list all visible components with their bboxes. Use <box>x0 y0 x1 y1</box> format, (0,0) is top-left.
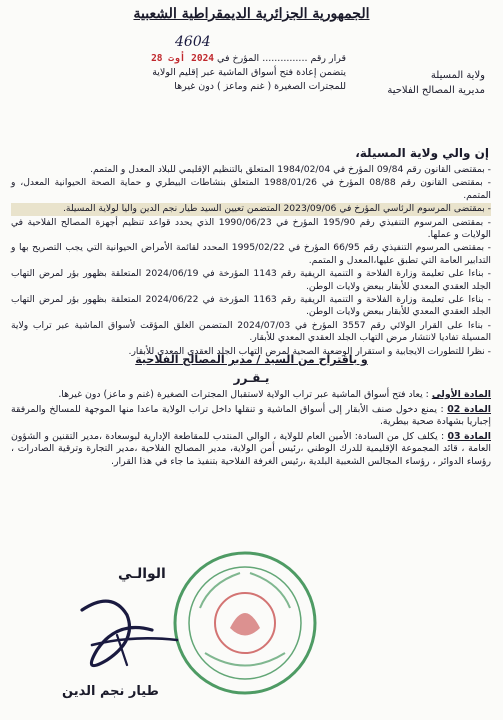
issuer-wilaya: ولاية المسيلة <box>430 70 485 81</box>
issuer-directorate: مديرية المصالح الفلاحية <box>387 85 485 96</box>
article-label: المادة 02 <box>447 403 491 415</box>
preamble-item: - بمقتضى القانون رقم 09/84 المؤرخ في 1984/02/04 المتعلق بالتنظيم الإقليمي للبلاد المعدل و المتمم. <box>90 164 491 175</box>
preamble-item: - بناءا على تعليمة وزارة الفلاحة و التنمية الريفية رقم 1163 المؤرخة في 2024/06/22 المتعلقة بظهور بؤر لمرض التهاب الجلد العقدي المعدي للأبقار ببعض ولايات الوطن. <box>11 294 491 318</box>
article-text: : يعاد فتح أسواق الماشية عبر تراب الولاية لاستقبال المجترات الصغيرة (غنم و ماعز) دون غيرها. <box>58 389 429 400</box>
decree-line3: للمجترات الصغيرة ( غنم وماعز ) دون غيرها <box>174 81 346 92</box>
decides-heading: يـقـرر <box>233 371 270 385</box>
decree-line1 <box>126 52 346 66</box>
decree-date-handwritten: 2024 أوت 28 <box>151 53 215 64</box>
article-2 <box>11 404 491 429</box>
preamble-item: - بمقتضى المرسوم التنفيذي رقم 66/95 المؤرخ في 1995/02/22 المحدد لقائمة الأمراض الحيوانية التي يجب التصريح بها و التدابير العامة التي تطبق عليها،المعدل و المتمم. <box>11 242 491 266</box>
preamble-item: - بمقتضى المرسوم التنفيذي رقم 195/90 المؤرخ في 1990/06/23 الذي يحدد قواعد تنظيم أجهزة المصالح الفلاحية في الولايات و عملها. <box>11 216 491 241</box>
republic-title: الجمهورية الجزائرية الديمقراطية الشعبية <box>133 6 370 22</box>
official-stamp <box>170 548 320 698</box>
article-3 <box>11 431 491 469</box>
issuer-block <box>387 68 485 98</box>
articles-list <box>11 389 491 471</box>
decree-number-handwritten: 4604 <box>175 34 211 50</box>
article-label: المادة 03 <box>447 430 491 442</box>
article-1 <box>11 389 491 402</box>
article-label: المادة الأولى <box>431 389 491 400</box>
decree-number-line: قرار رقم ............... المؤرخ في <box>217 53 346 64</box>
preamble-item: - نظرا للتطورات الايجابية و استقرار الوضعية الصحية لمرض التهاب الجلد العقدي المعدي للأبقار. <box>128 345 491 357</box>
handwritten-signature <box>62 580 192 680</box>
signatory-name: طيار نجم الدين <box>62 684 159 699</box>
preamble-item: - بمقتضى المرسوم الرئاسي المؤرخ في 2023/09/06 المتضمن تعيين السيد طيار نجم الدين واليا لولاية المسيلة. <box>11 203 491 215</box>
wali-heading: إن والي ولاية المسيلة، <box>355 146 489 160</box>
decree-block <box>126 52 346 94</box>
article-text: : يكلف كل من السادة: الأمين العام للولاية ، الوالي المنتدب للمقاطعة الإدارية لبوسعادة ،مدير التقنين و الشؤون العامة ، قائد المجموعة الإقليمية للدرك الوطني ،رئيس أمن الولاية، مدير المصالح الفلاحية ،مدير التجارة وترقية الصادرات ، رؤساء الدوائر ، رؤساء المجالس الشعبية البلدية ،رئيس الغرفة الفلاحية بتنفيذ ما جاء في هذا القرار. <box>11 430 491 467</box>
signature-title: الوالـي <box>118 566 166 582</box>
preamble-item: - بمقتضى القانون رقم 08/88 المؤرخ في 1988/01/26 المتعلق بنشاطات البيطري و حماية الصحة الحيوانية المعدل، و المتمم. <box>11 177 491 201</box>
article-text: : يمنع دخول صنف الأبقار إلى أسواق الماشية و تنقلها داخل تراب الولاية ماعدا منها الموجهة للمسالخ والمرفقة إجباريا بشهادة صحية بيطرية. <box>11 403 491 428</box>
proposal-line: و باقتراح من السيد / مدير المصالح الفلاحية <box>135 353 368 366</box>
preamble-item: - بناءا على تعليمة وزارة الفلاحة و التنمية الريفية رقم 1143 المؤرخة في 2024/06/19 المتعلقة بظهور بؤر لمرض التهاب الجلد العقدي المعدي للأبقار ببعض ولايات الوطن. <box>11 268 491 292</box>
preamble-list <box>11 164 491 359</box>
preamble-item: - بناءا على القرار الولائي رقم 3557 المؤرخ في 2024/07/03 المتضمن الغلق المؤقت لأسواق الماشية عبر تراب ولاية المسيلة تفاديا لانتشار مرض التهاب الجلد العقدي المعدي للأبقار. <box>11 319 491 344</box>
decree-line2: يتضمن إعادة فتح أسواق الماشية عبر إقليم الولاية <box>152 67 346 78</box>
